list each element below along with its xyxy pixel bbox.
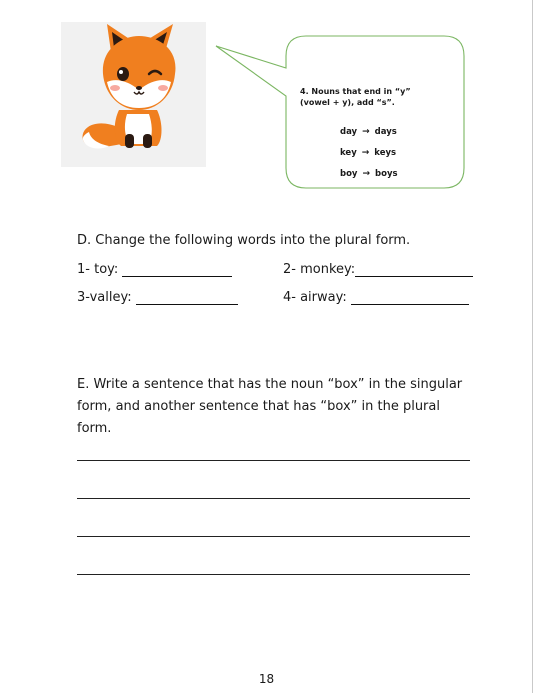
arrow-icon: →: [362, 126, 370, 137]
tip-rule-line2: (vowel + y), add “s”.: [300, 98, 395, 107]
item-label: 2- monkey:: [283, 262, 356, 277]
arrow-icon: →: [362, 168, 371, 179]
example-singular: boy: [340, 168, 358, 179]
answer-blank[interactable]: [355, 263, 473, 277]
page-number: 18: [258, 672, 275, 686]
example-plural: keys: [374, 147, 397, 158]
writing-line[interactable]: [77, 574, 470, 575]
section-d-title: D. Change the following words into the plural form.: [77, 233, 411, 248]
example-row: [340, 163, 398, 184]
writing-line[interactable]: [77, 536, 470, 537]
example-singular: day: [340, 126, 358, 137]
answer-blank[interactable]: [351, 291, 469, 305]
example-plural: days: [374, 126, 397, 137]
answer-blank[interactable]: [136, 291, 238, 305]
tip-examples: [340, 121, 398, 184]
example-row: [340, 121, 398, 142]
section-e-instructions: E. Write a sentence that has the noun “box” in the singular form, and another sentence that has “box” in the plural form.: [77, 377, 463, 436]
speech-bubble: [0, 0, 533, 200]
item-label: 3-valley:: [77, 290, 132, 305]
item-label: 4- airway:: [283, 290, 347, 305]
example-row: [340, 142, 398, 163]
example-plural: boys: [375, 168, 398, 179]
writing-line[interactable]: [77, 460, 470, 461]
exercise-item-valley: [77, 290, 238, 305]
item-label: 1- toy:: [77, 262, 119, 277]
exercise-item-toy: [77, 262, 232, 277]
tip-rule-line1: 4. Nouns that end in “y”: [300, 87, 411, 96]
answer-blank[interactable]: [122, 263, 232, 277]
exercise-item-monkey: [283, 262, 473, 277]
tip-rule: [300, 86, 450, 108]
arrow-icon: →: [361, 147, 370, 158]
exercise-item-airway: [283, 290, 469, 305]
example-singular: key: [340, 147, 357, 158]
writing-line[interactable]: [77, 498, 470, 499]
